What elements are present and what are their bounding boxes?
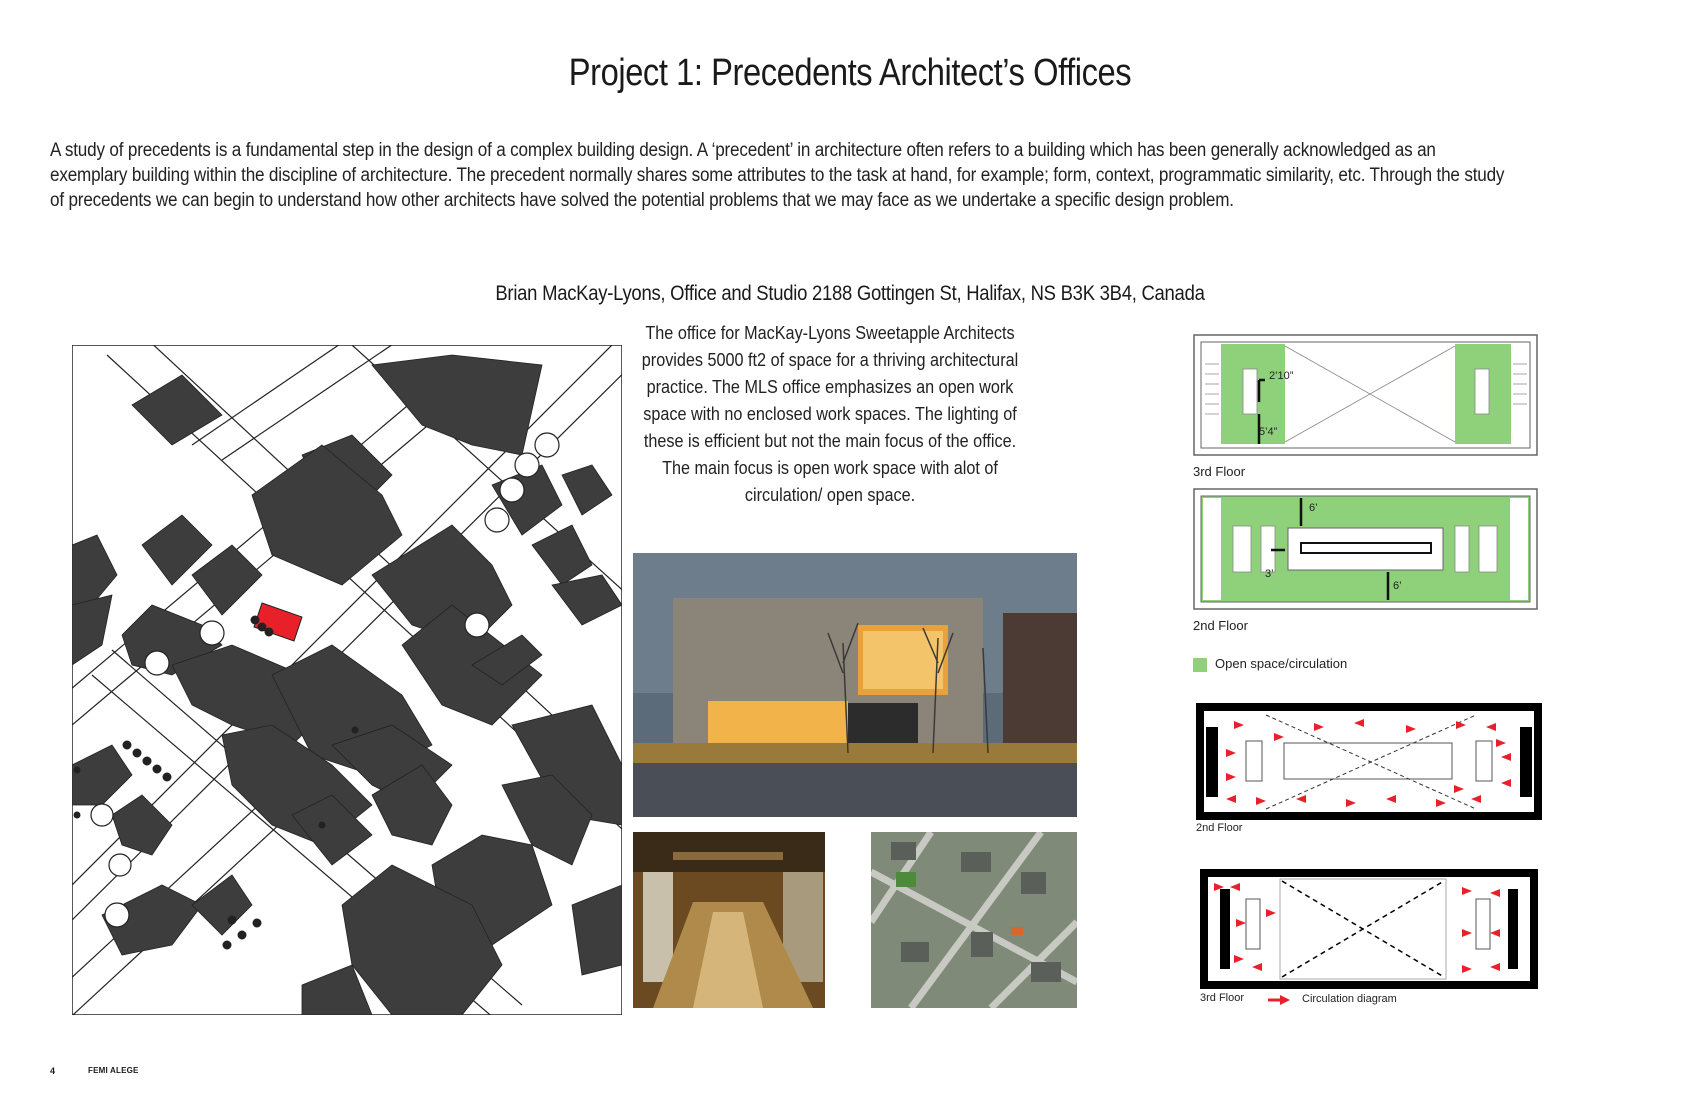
aerial-photo	[871, 832, 1077, 1008]
circ-second-floor-label: 2nd Floor	[1196, 822, 1243, 834]
project-description: The office for MacKay-Lyons Sweetapple Architects provides 5000 ft2 of space for a thriving architectural practice. The MLS office emphasizes an open work space with no enclosed work spaces. The lighting of these is efficient but not the main focus of the office. The main focus is open work space with alot of circulation/ open space.	[641, 323, 1019, 505]
page-title: Project 1: Precedents Architect’s Offices	[568, 52, 1132, 94]
interior-photo	[633, 832, 825, 1008]
site-plan-map	[72, 345, 622, 1015]
third-floor-label: 3rd Floor	[1193, 464, 1246, 479]
author-name: FEMI ALEGE	[88, 1066, 139, 1075]
dim-6-top: 6’	[1309, 502, 1318, 514]
circulation-second-floor	[1196, 703, 1542, 820]
page-number: 4	[50, 1066, 56, 1076]
intro-paragraph: A study of precedents is a fundamental step in the design of a complex building design. A ‘precedent’ in architecture often refers to a building which has been generally acknowledged as an exemplary building within the discipline of architecture. The precedent normally shares some attributes to the task at hand, for example; form, context, programmatic similarity, etc. Through the study of precedents we can begin to understand how other architects have solved the potential problems that we may face as we undertake a specific design problem.	[50, 140, 1505, 211]
exterior-photo	[633, 553, 1077, 817]
green-legend-swatch	[1193, 658, 1207, 672]
third-floor-plan	[1193, 334, 1538, 456]
second-floor-label: 2nd Floor	[1193, 618, 1248, 633]
dim-2-10: 2’10”	[1269, 370, 1294, 382]
circ-third-floor-label: 3rd Floor	[1200, 992, 1245, 1004]
circulation-arrow-icon	[1268, 994, 1290, 1006]
second-floor-plan	[1193, 488, 1538, 610]
dim-6-bottom: 6’	[1393, 580, 1402, 592]
legend-label: Open space/circulation	[1215, 656, 1348, 671]
circulation-third-floor	[1200, 869, 1538, 989]
dim-3: 3’	[1265, 568, 1274, 580]
dim-5-4: 5’4”	[1259, 426, 1278, 438]
circ-legend-label: Circulation diagram	[1302, 993, 1397, 1005]
project-subtitle: Brian MacKay-Lyons, Office and Studio 2188 Gottingen St, Halifax, NS B3K 3B4, Canada	[495, 282, 1205, 305]
